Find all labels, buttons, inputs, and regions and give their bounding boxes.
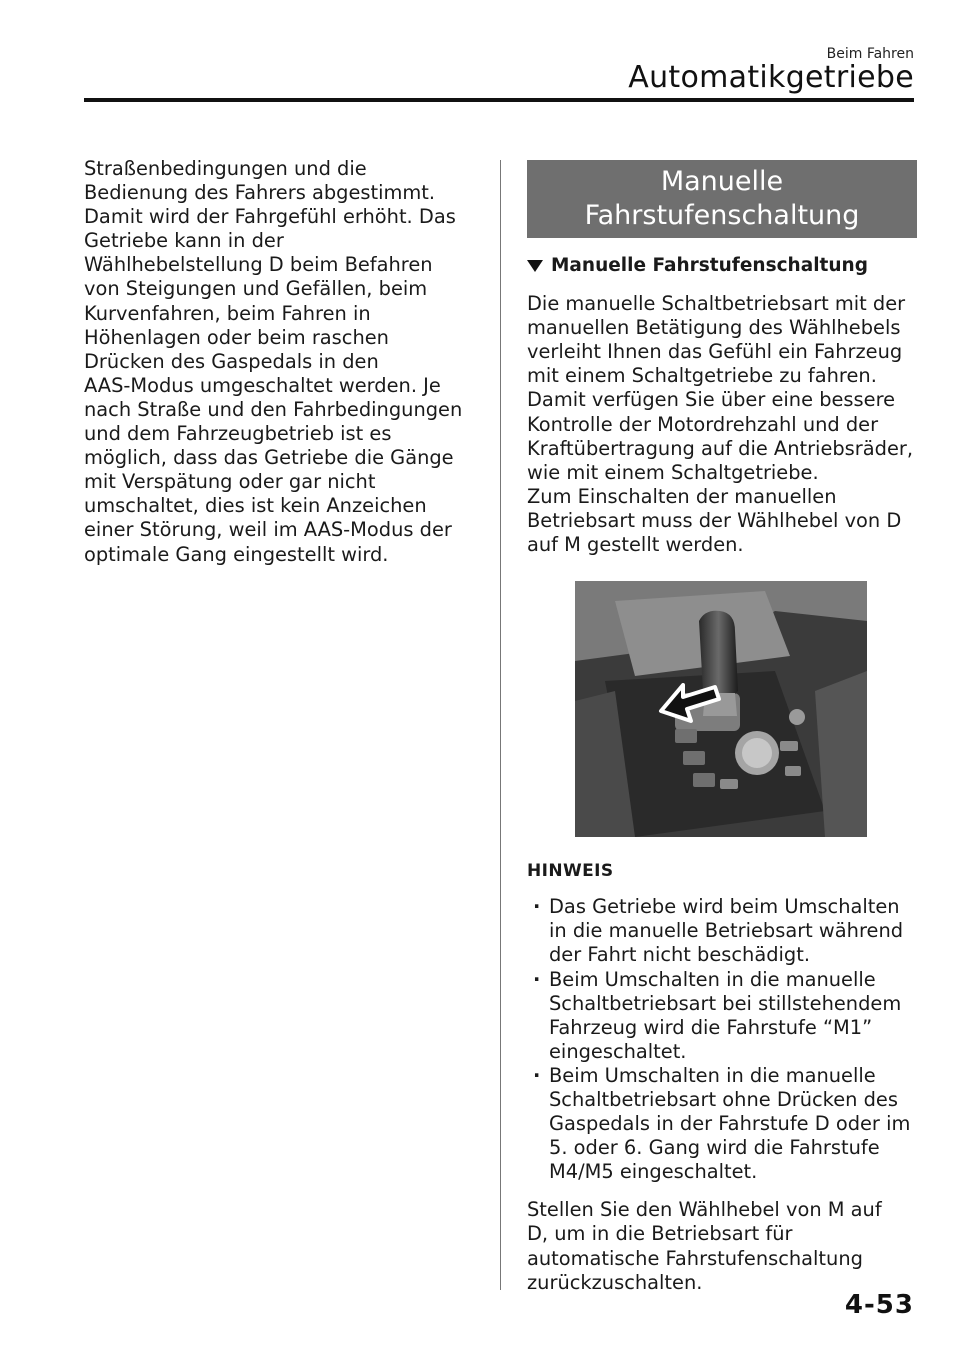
intro-paragraph: Die manuelle Schaltbetriebsart mit der manuellen Betätigung des Wählhebels verleiht Ihnen das Gefühl ein Fahrzeug mit einem Schaltgetriebe zu fahren. Damit verfügen Sie über eine bessere Kontrolle der Motordrehzahl und der Kraftübertragung auf die Antriebsräder, wie mit einem Schaltgetriebe. Zum Einschalten der manuellen Betriebsart muss der Wählhebel von D auf M gestellt werden. [527,292,914,557]
note-item: · Das Getriebe wird beim Umschalten in die manuelle Betriebsart während der Fahrt nicht beschädigt. [527,895,917,967]
header-section-label: Beim Fahren [826,46,914,62]
right-column [527,160,917,1295]
triangle-down-icon [527,260,543,272]
gear-selector-photo [575,581,867,837]
header-divider [84,98,914,102]
subheading-text: Manuelle Fahrstufenschaltung [551,255,868,276]
subheading [527,254,917,278]
note-item: · Beim Umschalten in die manuelle Schaltbetriebsart bei stillstehendem Fahrzeug wird die Fahrstufe “M1” eingeschaltet. [527,968,917,1064]
closing-paragraph: Stellen Sie den Wählhebel von M auf D, um in die Betriebsart für automatische Fahrstufenschaltung zurückzuschalten. [527,1198,882,1294]
note-heading: HINWEIS [527,861,614,882]
left-column [84,157,479,567]
column-divider [500,160,501,1290]
page-title: Automatikgetriebe [628,60,914,95]
note-item: · Beim Umschalten in die manuelle Schaltbetriebsart ohne Drücken des Gaspedals in der Fahrstufe D oder im 5. oder 6. Gang wird die Fahrstufe M4/M5 eingeschaltet. [527,1064,917,1184]
left-paragraph: Straßenbedingungen und die Bedienung des Fahrers abgestimmt. Damit wird der Fahrgefühl erhöht. Das Getriebe kann in der Wählhebelstellung D beim Befahren von Steigungen und Gefällen, beim Kurvenfahren, beim Fahren in Höhenlagen oder beim raschen Drücken des Gaspedals in den AAS-Modus umgeschaltet werden. Je nach Straße und den Fahrbedingungen und dem Fahrzeugbetrieb ist es möglich, dass das Getriebe die Gänge mit Verspätung oder gar nicht umschaltet, dies ist kein Anzeichen einer Störung, weil im AAS-Modus der optimale Gang eingestellt wird. [84,157,463,566]
section-banner: Manuelle Fahrstufenschaltung [527,160,917,238]
note-list [527,895,917,1184]
page-number: 4-53 [844,1290,914,1320]
gear-selector-illustration [575,581,867,837]
